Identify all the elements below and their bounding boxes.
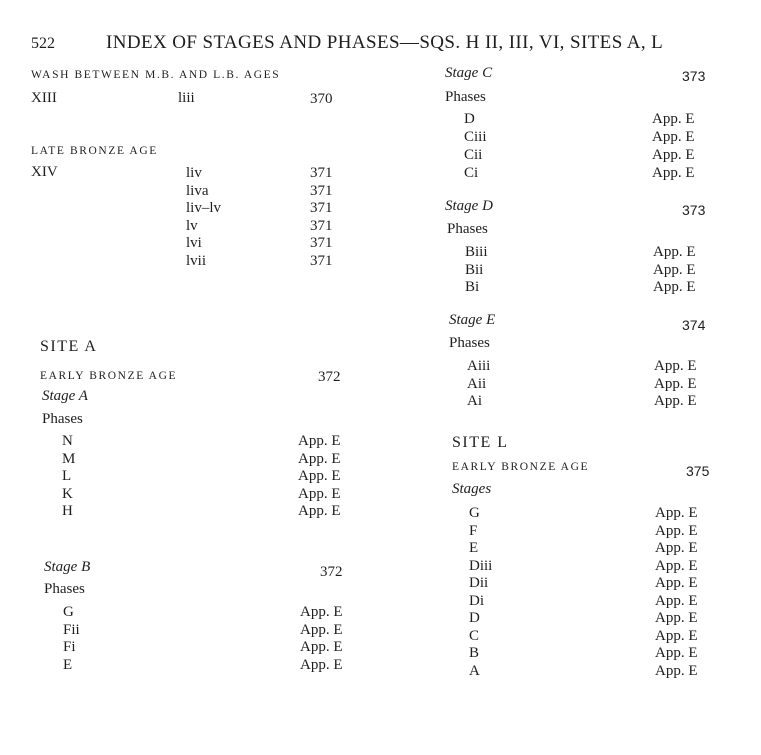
entry-label: M [62, 450, 76, 467]
stage-c-phases-label: Phases [445, 89, 486, 105]
entry-ref: App. E [653, 261, 696, 278]
entry-label: D [469, 610, 480, 626]
late-bronze-stage: XIV [31, 164, 58, 180]
stage-e-page: 374 [682, 317, 706, 333]
entry-label: B [469, 645, 480, 661]
entry-ref: App. E [654, 375, 697, 392]
entry-ref: App. E [652, 111, 695, 127]
entry-ref: 371 [310, 217, 333, 234]
entry-ref: App. E [655, 645, 698, 661]
page-number: 522 [31, 35, 55, 52]
entry-label: Ai [467, 393, 482, 409]
stage-d-page: 373 [682, 202, 706, 218]
site-l-heading: SITE L [452, 434, 509, 451]
entry-ref: App. E [300, 621, 343, 638]
entry-ref: App. E [655, 662, 698, 679]
entry-label: G [469, 505, 480, 521]
entry-ref: App. E [655, 592, 698, 609]
entry-ref: 371 [310, 235, 333, 251]
entry-ref: 371 [310, 165, 333, 181]
entry-ref: App. E [654, 393, 697, 409]
entry-label: Bii [465, 261, 484, 278]
stage-b-phases-label: Phases [44, 581, 85, 597]
entry-label: Cii [464, 147, 483, 163]
site-a-age-page: 372 [318, 369, 341, 385]
entry-ref: App. E [652, 147, 695, 163]
stage-b-page: 372 [320, 564, 343, 580]
entry-label: Aiii [467, 358, 491, 374]
stage-b-label: Stage B [44, 559, 91, 575]
stage-a-phases-label: Phases [42, 411, 83, 427]
entry-label: D [464, 111, 475, 127]
entry-label: E [469, 540, 479, 556]
entry-label: lvi [186, 235, 202, 251]
entry-label: L [62, 468, 72, 484]
entry-label: A [469, 662, 480, 679]
wash-page: 370 [310, 91, 333, 107]
entry-ref: App. E [655, 540, 698, 556]
entry-label: Fi [63, 639, 76, 655]
wash-phase: liii [178, 90, 195, 106]
site-a-age: EARLY BRONZE AGE [40, 370, 178, 382]
stage-c-label: Stage C [445, 65, 493, 81]
entry-label: Ciii [464, 129, 487, 145]
page-title: INDEX OF STAGES AND PHASES—SQS. H II, III, VI, SITES A, L [106, 32, 664, 53]
entry-ref: App. E [298, 433, 341, 449]
entry-ref: 371 [310, 252, 333, 269]
entry-label: liva [186, 182, 209, 199]
late-bronze-heading: LATE BRONZE AGE [31, 145, 158, 157]
entry-ref: App. E [298, 450, 341, 467]
entry-ref: App. E [300, 604, 343, 620]
entry-ref: App. E [300, 639, 343, 655]
entry-ref: App. E [655, 610, 698, 626]
site-l-age-page: 375 [686, 463, 710, 479]
entry-ref: App. E [652, 165, 695, 181]
entry-label: Ci [464, 165, 479, 181]
entry-label: Di [469, 592, 484, 609]
entry-ref: App. E [298, 468, 341, 484]
entry-ref: App. E [653, 279, 696, 295]
wash-stage: XIII [31, 90, 57, 106]
entry-ref: App. E [655, 575, 698, 591]
entry-label: Diii [469, 557, 493, 574]
entry-ref: App. E [655, 505, 698, 521]
entry-label: Biii [465, 244, 488, 260]
site-l-age: EARLY BRONZE AGE [452, 461, 590, 473]
entry-ref: App. E [298, 485, 341, 502]
entry-label: liv–lv [186, 200, 222, 216]
entry-ref: App. E [654, 358, 697, 374]
entry-label: lv [186, 217, 198, 234]
entry-label: E [63, 656, 73, 673]
entry-ref: App. E [652, 129, 695, 145]
entry-ref: App. E [655, 522, 698, 539]
site-l-stages-label: Stages [452, 481, 492, 497]
stage-a-label: Stage A [42, 388, 88, 404]
entry-ref: App. E [655, 627, 698, 644]
entry-label: liv [186, 165, 202, 181]
entry-ref: App. E [300, 656, 343, 673]
entry-label: Fii [63, 621, 80, 638]
entry-label: G [63, 604, 74, 620]
entry-label: N [62, 433, 73, 449]
stage-d-label: Stage D [445, 198, 493, 214]
entry-ref: App. E [653, 244, 696, 260]
stage-e-label: Stage E [449, 312, 496, 328]
entry-ref: App. E [298, 503, 341, 519]
stage-d-phases-label: Phases [447, 221, 488, 237]
stage-e-phases-label: Phases [449, 335, 490, 351]
entry-label: Aii [467, 375, 487, 392]
entry-label: lvii [186, 252, 207, 269]
entry-label: F [469, 522, 478, 539]
entry-ref: App. E [655, 557, 698, 574]
site-a-heading: SITE A [40, 338, 98, 355]
entry-ref: 371 [310, 200, 333, 216]
entry-label: H [62, 503, 73, 519]
entry-label: C [469, 627, 480, 644]
entry-label: Dii [469, 575, 489, 591]
entry-label: K [62, 485, 73, 502]
entry-label: Bi [465, 279, 480, 295]
stage-c-page: 373 [682, 68, 706, 84]
entry-ref: 371 [310, 182, 333, 199]
wash-heading: WASH BETWEEN M.B. AND L.B. AGES [31, 69, 281, 81]
